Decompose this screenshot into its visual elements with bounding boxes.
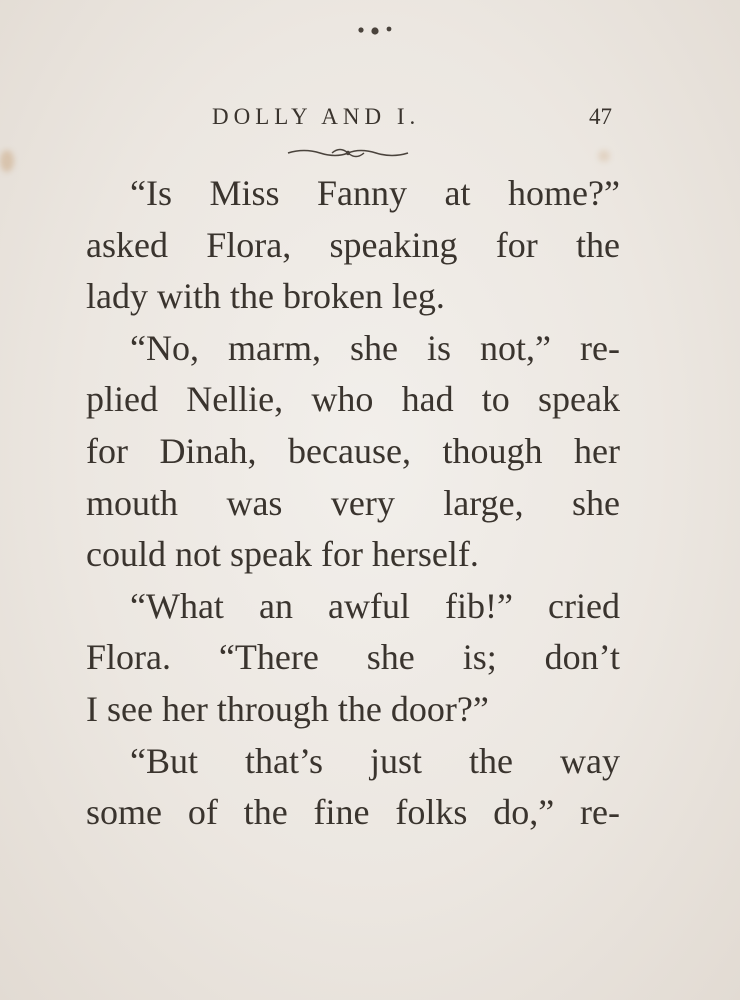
text-line: Flora. “There she is; don’t [86, 637, 620, 678]
running-head: DOLLY AND I. [212, 104, 421, 129]
text-line: I see her through the door?” [86, 688, 489, 729]
dot-ornament-icon [355, 22, 399, 38]
text-line: “But that’s just the way [130, 740, 620, 781]
text-line: mouth was very large, she [86, 482, 620, 523]
text-line: could not speak for herself. [86, 534, 479, 575]
text-line: “What an awful fib!” cried [130, 585, 620, 626]
foxing-stain-left [0, 150, 14, 172]
flourish-rule-icon [286, 146, 410, 160]
page-header [212, 104, 612, 136]
text-line: lady with the broken leg. [86, 276, 445, 317]
text-line: asked Flora, speaking for the [86, 224, 620, 265]
text-line: some of the fine folks do,” re- [86, 792, 620, 833]
text-line: for Dinah, because, though her [86, 430, 620, 471]
foxing-stain-right [598, 150, 610, 162]
text-line: “No, marm, she is not,” re- [130, 327, 620, 368]
body-text [86, 168, 620, 839]
page-number: 47 [589, 104, 612, 129]
text-line: plied Nellie, who had to speak [86, 379, 620, 420]
text-line: “Is Miss Fanny at home?” [130, 173, 620, 213]
